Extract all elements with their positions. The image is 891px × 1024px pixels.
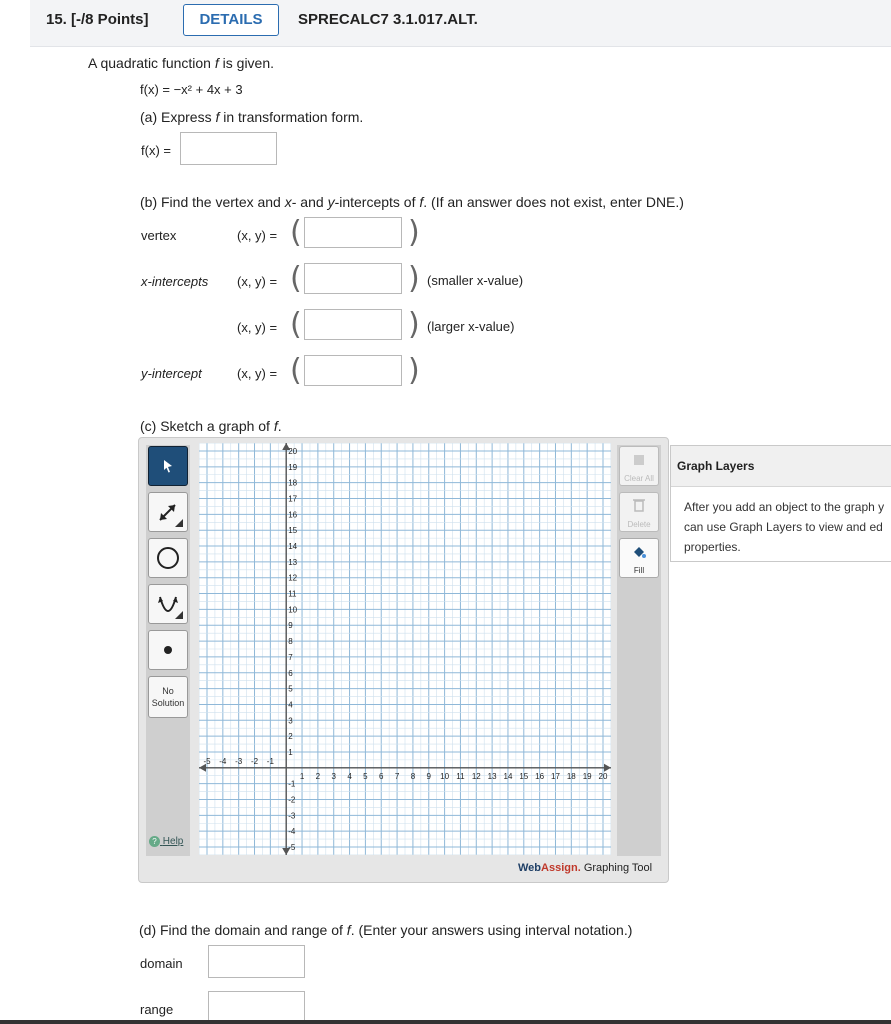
y-tick-label: 5 <box>288 684 293 694</box>
x-tick-label: -3 <box>235 756 243 766</box>
x-tick-label: 4 <box>347 771 352 781</box>
x-intercepts-label: x-intercepts <box>141 274 209 289</box>
x-tick-label: 8 <box>410 771 416 781</box>
x-tick-label: 19 <box>582 771 592 781</box>
clear-all-button[interactable] <box>619 446 659 486</box>
y-tick-label: 9 <box>288 621 293 631</box>
x-tick-label: 7 <box>394 771 400 781</box>
fill-button[interactable] <box>619 538 659 578</box>
clear-all-label: Clear All <box>624 474 654 483</box>
line-segment-icon <box>153 497 183 527</box>
x-tick-label: 16 <box>535 771 545 781</box>
y-intercept-xy-label: (x, y) = <box>237 366 278 381</box>
y-tick-label: 14 <box>288 542 298 552</box>
y-tick-label: 15 <box>288 526 298 536</box>
x-tick-label: 11 <box>456 771 465 781</box>
pointer-tool-button[interactable] <box>148 446 188 486</box>
y-tick-label: 8 <box>288 637 293 647</box>
y-tick-label: 6 <box>288 668 293 678</box>
x-intercept-smaller-input[interactable] <box>304 263 402 294</box>
y-tick-label: 20 <box>288 447 298 456</box>
open-paren: ( <box>290 307 302 342</box>
graph-layers-panel <box>670 445 891 562</box>
x-tick-label: 10 <box>440 771 450 781</box>
x-tick-label: -4 <box>219 756 227 766</box>
y-tick-label: -2 <box>288 795 296 805</box>
help-link[interactable] <box>149 836 183 847</box>
part-c-prompt: (c) Sketch a graph of f. <box>140 418 282 434</box>
question-number: 15. [-/8 Points] <box>46 11 149 28</box>
point-icon <box>162 644 174 656</box>
range-label: range <box>140 1002 174 1017</box>
y-tick-label: 4 <box>288 700 293 710</box>
graph-canvas[interactable] <box>199 443 611 855</box>
transformation-form-input[interactable] <box>180 132 277 165</box>
x-intercept-smaller-xy-label: (x, y) = <box>237 274 278 289</box>
part-a-label: f(x) = <box>141 143 171 158</box>
x-tick-label: 17 <box>551 771 560 781</box>
domain-label: domain <box>140 956 183 971</box>
x-tick-label: 3 <box>331 771 336 781</box>
y-intercept-input[interactable] <box>304 355 402 386</box>
circle-icon <box>155 545 181 571</box>
question-header <box>30 0 891 47</box>
no-solution-line1: No <box>162 686 174 696</box>
parabola-tool-button[interactable] <box>148 584 188 624</box>
close-paren: ) <box>408 215 420 250</box>
x-tick-label: -2 <box>250 756 259 766</box>
open-paren: ( <box>290 261 302 296</box>
y-tick-label: 2 <box>288 732 293 742</box>
intro-text: A quadratic function f is given. <box>88 55 275 71</box>
close-paren: ) <box>408 307 420 342</box>
larger-x-note: (larger x-value) <box>427 319 515 334</box>
cursor-arrow-icon <box>160 458 176 474</box>
function-definition: f(x) = −x² + 4x + 3 <box>140 82 243 97</box>
part-d-prompt: (d) Find the domain and range of f. (Enter your answers using interval notation.) <box>139 922 633 938</box>
delete-button[interactable] <box>619 492 659 532</box>
y-intercept-label: y-intercept <box>141 366 202 381</box>
fill-label: Fill <box>633 566 645 575</box>
x-tick-label: 5 <box>363 771 368 781</box>
x-tick-label: 15 <box>519 771 529 781</box>
domain-input[interactable] <box>208 945 305 978</box>
webassign-brand: WebAssign. Graphing Tool <box>518 862 653 874</box>
question-code: SPRECALC7 3.1.017.ALT. <box>298 11 478 28</box>
vertex-input[interactable] <box>304 217 402 248</box>
y-tick-label: 17 <box>288 494 298 504</box>
x-tick-label: -1 <box>266 756 274 766</box>
y-tick-label: 10 <box>288 605 298 615</box>
x-tick-label: 14 <box>503 771 513 781</box>
y-tick-label: 18 <box>288 478 298 488</box>
clear-all-icon <box>632 453 646 467</box>
y-tick-label: 16 <box>288 510 298 520</box>
x-tick-label: 2 <box>315 771 321 781</box>
help-icon: ? <box>149 836 160 847</box>
x-tick-label: 6 <box>379 771 384 781</box>
details-button[interactable]: DETAILS <box>183 4 279 36</box>
vertex-label: vertex <box>141 228 177 243</box>
circle-tool-button[interactable] <box>148 538 188 578</box>
y-tick-label: -3 <box>288 811 296 821</box>
y-tick-label: 19 <box>288 462 298 472</box>
y-tick-label: 12 <box>288 573 298 583</box>
graph-layers-description: After you add an object to the graph y can use Graph Layers to view and ed properties. <box>684 500 885 554</box>
y-tick-label: 13 <box>288 557 298 567</box>
x-tick-label: 18 <box>566 771 576 781</box>
part-b-prompt: (b) Find the vertex and x- and y-intercepts of f. (If an answer does not exist, enter DNE.) <box>140 194 684 210</box>
point-tool-button[interactable] <box>148 630 188 670</box>
y-tick-label: 11 <box>288 589 297 599</box>
trash-icon <box>632 497 646 513</box>
y-tick-label: -1 <box>288 779 296 789</box>
open-paren: ( <box>290 353 302 388</box>
y-tick-label: 7 <box>288 652 293 662</box>
y-tick-label: -4 <box>288 827 296 837</box>
delete-label: Delete <box>627 520 651 529</box>
page-bottom-border <box>0 1020 891 1024</box>
x-intercept-larger-input[interactable] <box>304 309 402 340</box>
close-paren: ) <box>408 353 420 388</box>
paint-bucket-icon <box>631 544 647 560</box>
x-tick-label: 9 <box>426 771 431 781</box>
x-tick-label: 12 <box>471 771 481 781</box>
y-tick-label: 1 <box>288 747 293 757</box>
part-a-prompt: (a) Express f in transformation form. <box>140 109 364 125</box>
x-tick-label: 13 <box>487 771 497 781</box>
y-tick-label: -5 <box>288 843 296 852</box>
parabola-icon <box>153 589 183 619</box>
x-tick-label: 1 <box>299 771 305 781</box>
smaller-x-note: (smaller x-value) <box>427 273 524 288</box>
line-tool-button[interactable] <box>148 492 188 532</box>
graph-layers-title: Graph Layers <box>671 446 891 487</box>
x-intercept-larger-xy-label: (x, y) = <box>237 320 278 335</box>
close-paren: ) <box>408 261 420 296</box>
x-tick-label: -5 <box>203 756 211 766</box>
x-tick-label: 20 <box>598 771 608 781</box>
help-label: Help <box>162 836 184 847</box>
vertex-xy-label: (x, y) = <box>237 228 278 243</box>
y-tick-label: 3 <box>288 716 293 726</box>
no-solution-button[interactable] <box>148 676 188 718</box>
no-solution-line2: Solution <box>151 698 185 708</box>
open-paren: ( <box>290 215 302 250</box>
